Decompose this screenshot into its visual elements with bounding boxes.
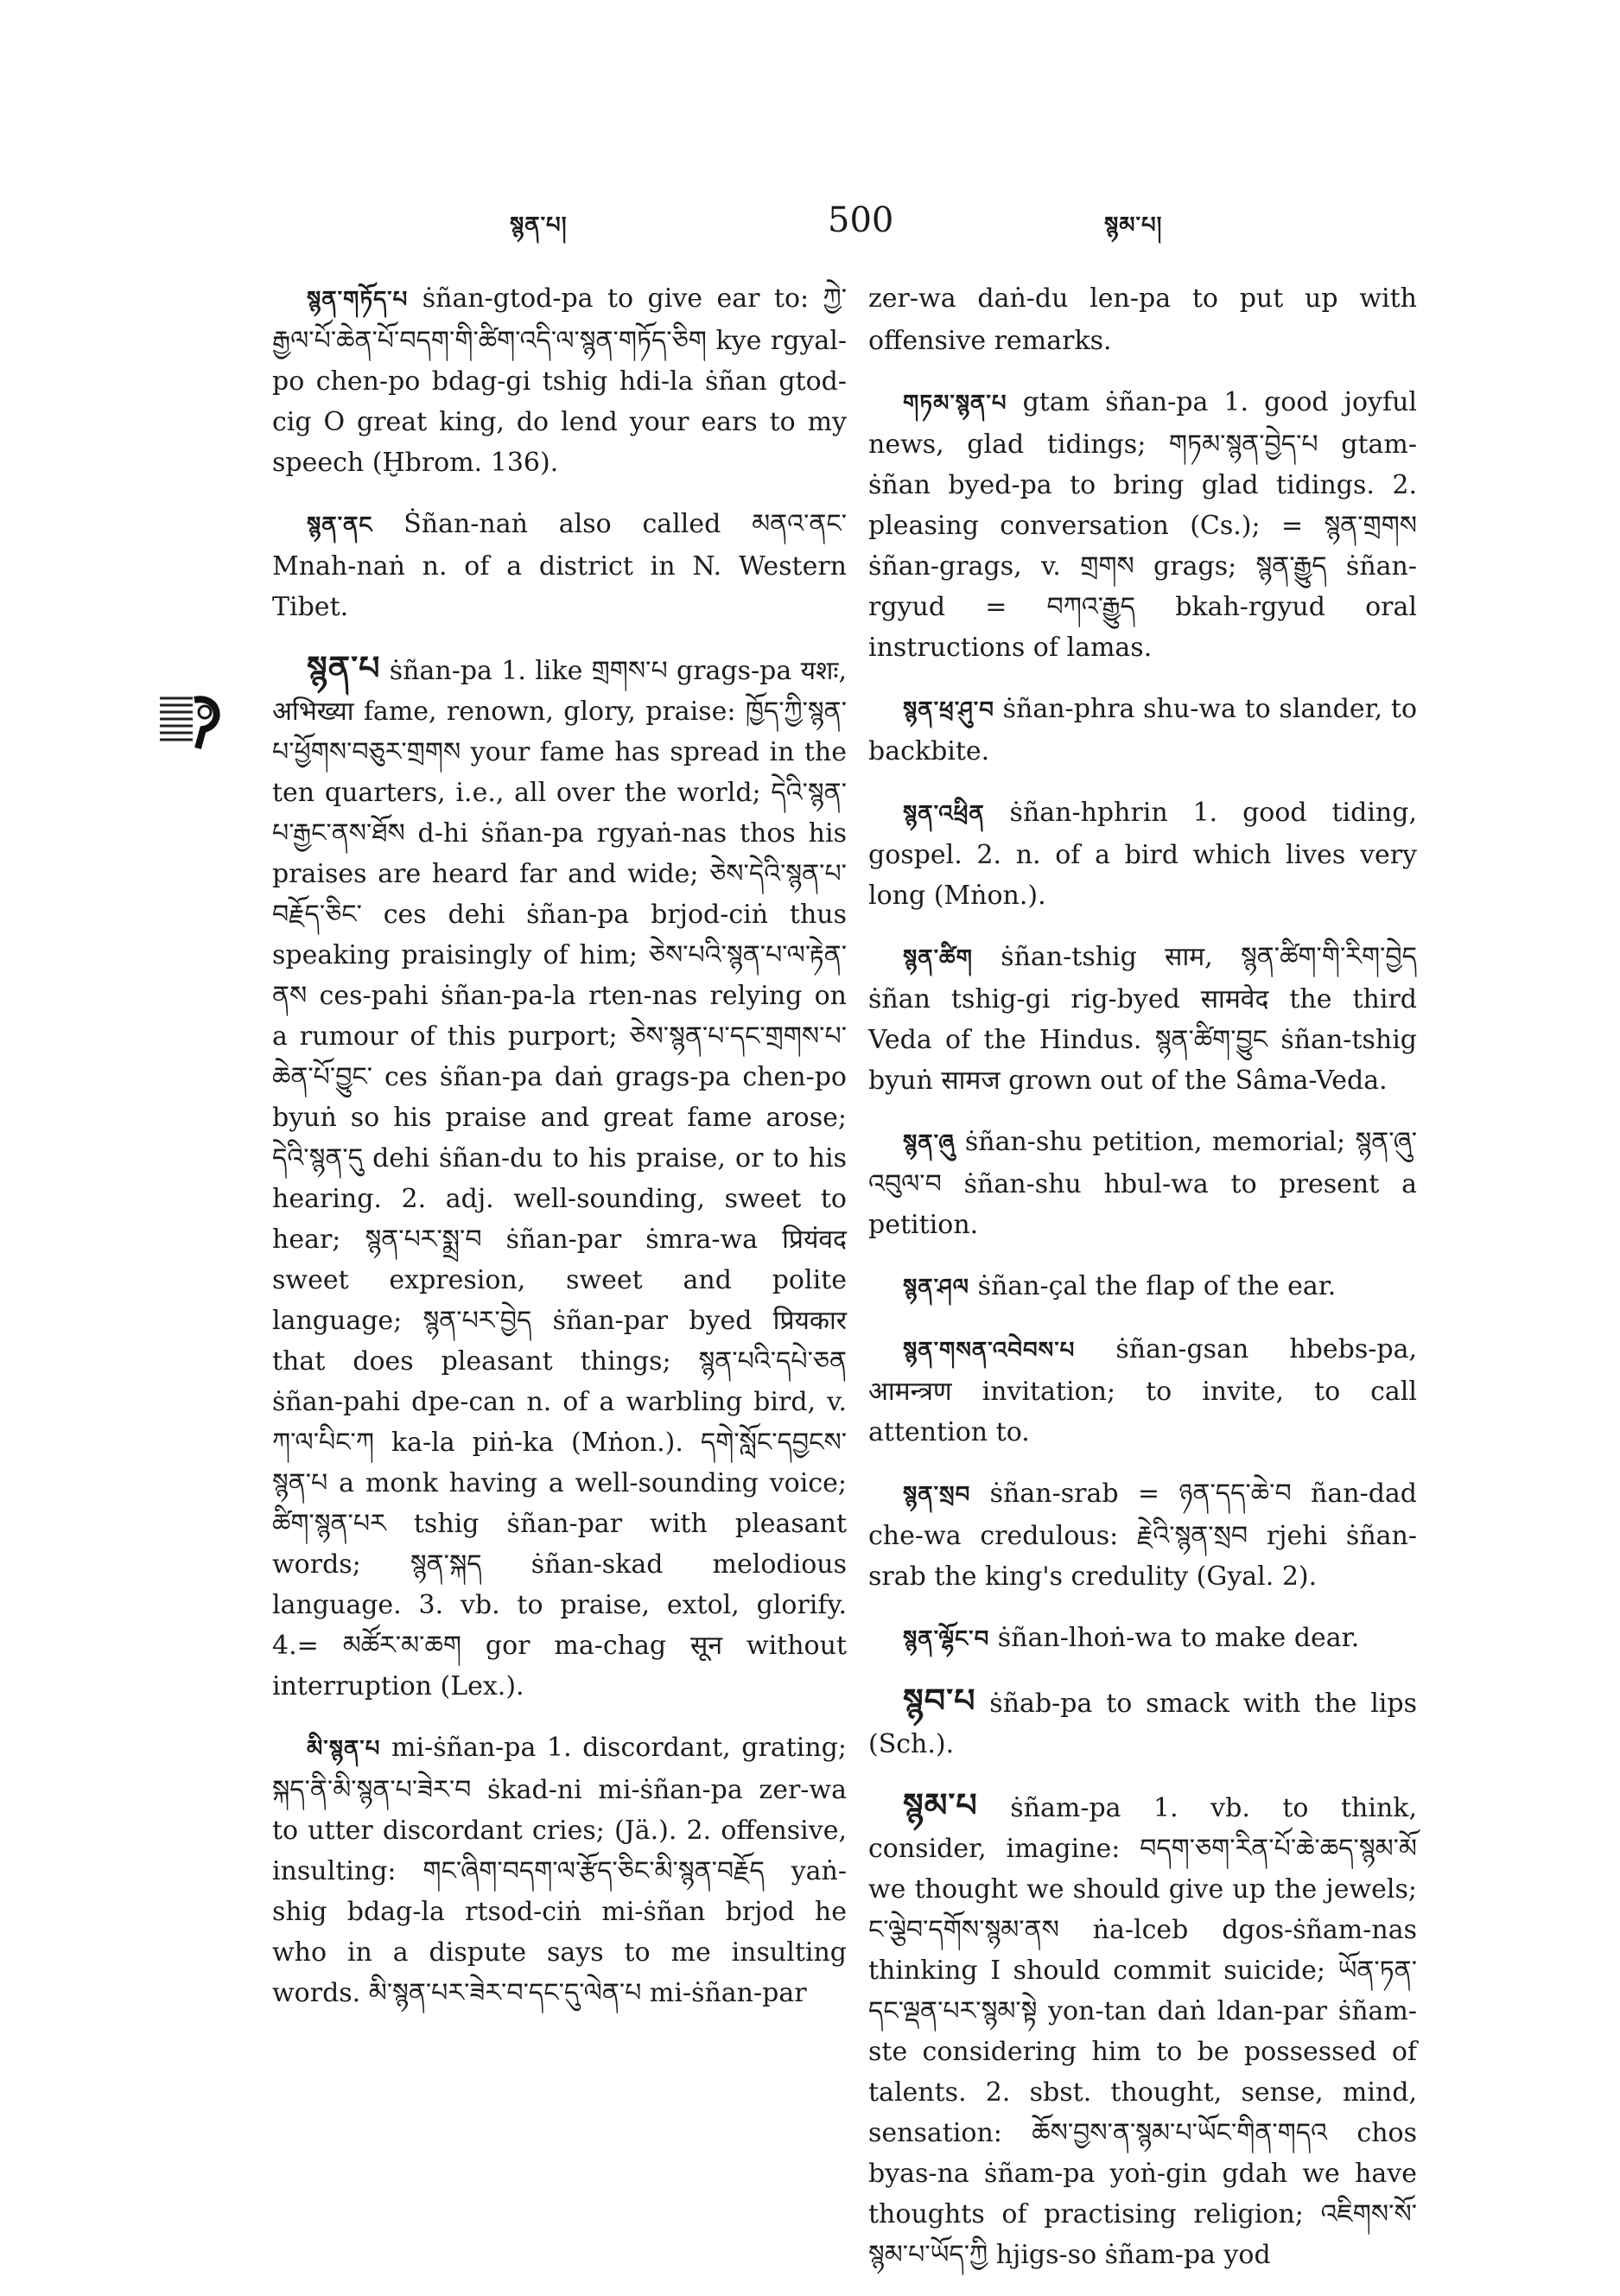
dictionary-entry	[868, 382, 1417, 668]
entry-definition: zer-wa daṅ-du len-pa to put up with offensive remarks.	[868, 283, 1417, 356]
entry-headword: སྙན་སྲབ	[903, 1482, 971, 1508]
entry-headword: སྙབ་པ	[903, 1682, 976, 1720]
dictionary-entry-continued	[868, 278, 1417, 361]
entry-headword: མི་སྙན་པ	[307, 1736, 381, 1762]
entry-definition: ṡñan-hphrin 1. good tiding, gospel. 2. n. of a bird which lives very long (Mṅon.).	[868, 798, 1417, 911]
entry-headword: སྙན་པ	[307, 649, 381, 687]
dictionary-entry	[272, 504, 847, 627]
dictionary-entry	[868, 689, 1417, 772]
page-number: 500	[828, 200, 894, 240]
entry-headword: སྙན་ཞུ	[903, 1130, 956, 1156]
right-column	[868, 278, 1417, 2296]
entry-headword: སྙན་ཚིག	[903, 945, 973, 971]
dictionary-entry	[868, 1122, 1417, 1245]
entry-definition: ṡñan-phra shu-wa to slander, to backbite.	[868, 694, 1417, 766]
left-column	[272, 278, 847, 2034]
entry-headword: སྙམ་པ	[903, 1786, 978, 1824]
page-header	[0, 200, 1620, 252]
entry-definition: ṡñan-tshig साम, སྙན་ཚིག་གི་རིག་བྱེད ṡñan tshig-gi rig-byed सामवेद the third Veda of the Hindus. སྙན་ཚིག་བྱུང ṡñan-tshig byuṅ सामज grown out of the Sâma-Veda.	[868, 942, 1417, 1096]
entry-definition: ṡñab-pa to smack with the lips (Sch.).	[868, 1689, 1417, 1759]
entry-definition: gtam ṡñan-pa 1. good joyful news, glad tidings; གཏམ་སྙན་བྱེད་པ gtam-ṡñan byed-pa to bring glad tidings. 2. pleasing conversation (Cs.); = སྙན་གྲགས ṡñan-grags, v. གྲགས grags; སྙན་རྒྱུད ṡñan-rgyud = བཀའ་རྒྱུད bkah-rgyud oral instructions of lamas.	[868, 387, 1417, 663]
entry-definition: ṡñan-srab = ཉན་དད་ཆེ་བ ñan-dad che-wa credulous: རྗེའི་སྙན་སྲབ rjehi ṡñan-srab the king's credulity (Gyal. 2).	[868, 1479, 1417, 1592]
entry-definition: mi-ṡñan-pa 1. discordant, grating; སྐད་ནི་མི་སྙན་པ་ཟེར་བ ṡkad-ni mi-ṡñan-pa zer-wa to utter discordant cries; (Jä.). 2. offensive, insulting: གང་ཞིག་བདག་ལ་རྩོད་ཅིང་མི་སྙན་བརྗོད yaṅ-shig bdag-la rtsod-ciṅ mi-ṡñan brjod he who in a dispute says to me insulting words. མི་སྙན་པར་ཟེར་བ་དང་དུ་ལེན་པ mi-ṡñan-par	[272, 1733, 847, 2008]
dictionary-entry	[868, 792, 1417, 916]
entry-headword: སྙན་གཏོད་པ	[307, 287, 409, 313]
dictionary-entry	[272, 278, 847, 483]
dictionary-entry	[868, 1473, 1417, 1597]
entry-headword: གཏམ་སྙན་པ	[903, 391, 1007, 417]
entry-definition: ṡñan-lhoṅ-wa to make dear.	[989, 1623, 1360, 1653]
entry-definition: ṡñan-shu petition, memorial; སྙན་ཞུ་འབུལ་བ ṡñan-shu hbul-wa to present a petition.	[868, 1127, 1417, 1240]
dictionary-entry	[868, 1785, 1417, 2275]
entry-definition: ṡñam-pa 1. vb. to think, consider, imagine: བདག་ཅག་རིན་པོ་ཆེ་ཆད་སྙམ་མོ we thought we should give up the jewels; ང་ལྕེབ་དགོས་སྙམ་ནས ṅa-lceb dgos-ṡñam-nas thinking I should commit suicide; ཡོན་ཏན་དང་ལྡན་པར་སྙམ་སྟེ yon-tan daṅ ldan-par ṡñam-ste considering him to be possessed of talents. 2. sbst. thought, sense, mind, sensation: ཆོས་བྱས་ན་སྙམ་པ་ཡོང་གིན་གདའ chos byas-na ṡñam-pa yoṅ-gin gdah we have thoughts of practising religion; འཇིགས་སོ་སྙམ་པ་ཡོད་ཀྱི hjigs-so ṡñam-pa yod	[868, 1793, 1417, 2270]
entry-definition: ṡñan-gsan hbebs-pa, आमन्त्रण invitation; to invite, to call attention to.	[868, 1334, 1417, 1447]
right-running-headword: སྙམ་པ།	[1104, 213, 1163, 239]
entry-definition: ṡñan-çal the flap of the ear.	[969, 1271, 1337, 1301]
entry-headword: སྙན་ནང	[307, 512, 373, 538]
dictionary-entry	[868, 1266, 1417, 1308]
entry-definition: ṡñan-pa 1. like གྲགས་པ grags-pa यशः, अभिख्या fame, renown, glory, praise: ཁྱོད་ཀྱི་སྙན་པ་ཕྱོགས་བཅུར་གྲགས your fame has spread in the ten quarters, i.e., all over the world; དེའི་སྙན་པ་རྒྱང་ནས་ཐོས d-hi ṡñan-pa rgyaṅ-nas thos his praises are heard far and wide; ཅེས་དེའི་སྙན་པ་བརྗོད་ཅིང་ ces dehi ṡñan-pa brjod-ciṅ thus speaking praisingly of him; ཅེས་པའི་སྙན་པ་ལ་རྟེན་ནས ces-pahi ṡñan-pa-la rten-nas relying on a rumour of this purport; ཅེས་སྙན་པ་དང་གྲགས་པ་ཆེན་པོ་བྱུང་ ces ṡñan-pa daṅ grags-pa chen-po byuṅ so his praise and great fame arose; དེའི་སྙན་དུ dehi ṡñan-du to his praise, or to his hearing. 2. adj. well-sounding, sweet to hear; སྙན་པར་སྨྲ་བ ṡñan-par ṡmra-wa प्रियंवद sweet expresion, sweet and polite language; སྙན་པར་བྱེད ṡñan-par byed प्रियकार that does pleasant things; སྙན་པའི་དཔེ་ཅན ṡñan-pahi dpe-can n. of a warbling bird, v. ཀ་ལ་པིང་ཀ ka-la piṅ-ka (Mṅon.). དགེ་སློང་དབྱངས་སྙན་པ a monk having a well-sounding voice; ཚིག་སྙན་པར tshig ṡñan-par with pleasant words; སྙན་སྐད ṡñan-skad melodious language. 3. vb. to praise, extol, glorify. 4.= མཚོར་མ་ཆག gor ma-chag सून without interruption (Lex.).	[272, 656, 847, 1701]
margin-ornament-icon	[160, 691, 225, 752]
dictionary-entry	[272, 1727, 847, 2013]
dictionary-entry	[868, 1681, 1417, 1765]
left-running-headword: སྙན་པ།	[510, 213, 568, 239]
entry-headword: སྙན་ལྷོང་བ	[903, 1626, 990, 1652]
entry-definition: Ṡñan-naṅ also called མནའ་ནང་ Mnah-naṅ n. of a district in N. Western Tibet.	[272, 509, 847, 622]
entry-headword: སྙན་གསན་འབེབས་པ	[903, 1338, 1076, 1364]
dictionary-entry	[272, 648, 847, 1707]
entry-definition: ṡñan-gtod-pa to give ear to: ཀྱེ་རྒྱལ་པོ་ཆེན་པོ་བདག་གི་ཚིག་འདི་ལ་སྙན་གཏོད་ཅིག kye rgyal-po chen-po bdag-gi tshig hdi-la ṡñan gtod-cig O great king, do lend your ears to my speech (Ḫbrom. 136).	[272, 283, 847, 478]
dictionary-entry	[868, 1329, 1417, 1453]
entry-headword: སྙན་ཕྲ་ཤུ་བ	[903, 697, 994, 723]
entry-headword: སྙན་ཤལ	[903, 1275, 970, 1301]
dictionary-entry	[868, 1618, 1417, 1660]
entry-headword: སྙན་འཕྲིན	[903, 801, 985, 827]
dictionary-entry	[868, 937, 1417, 1101]
